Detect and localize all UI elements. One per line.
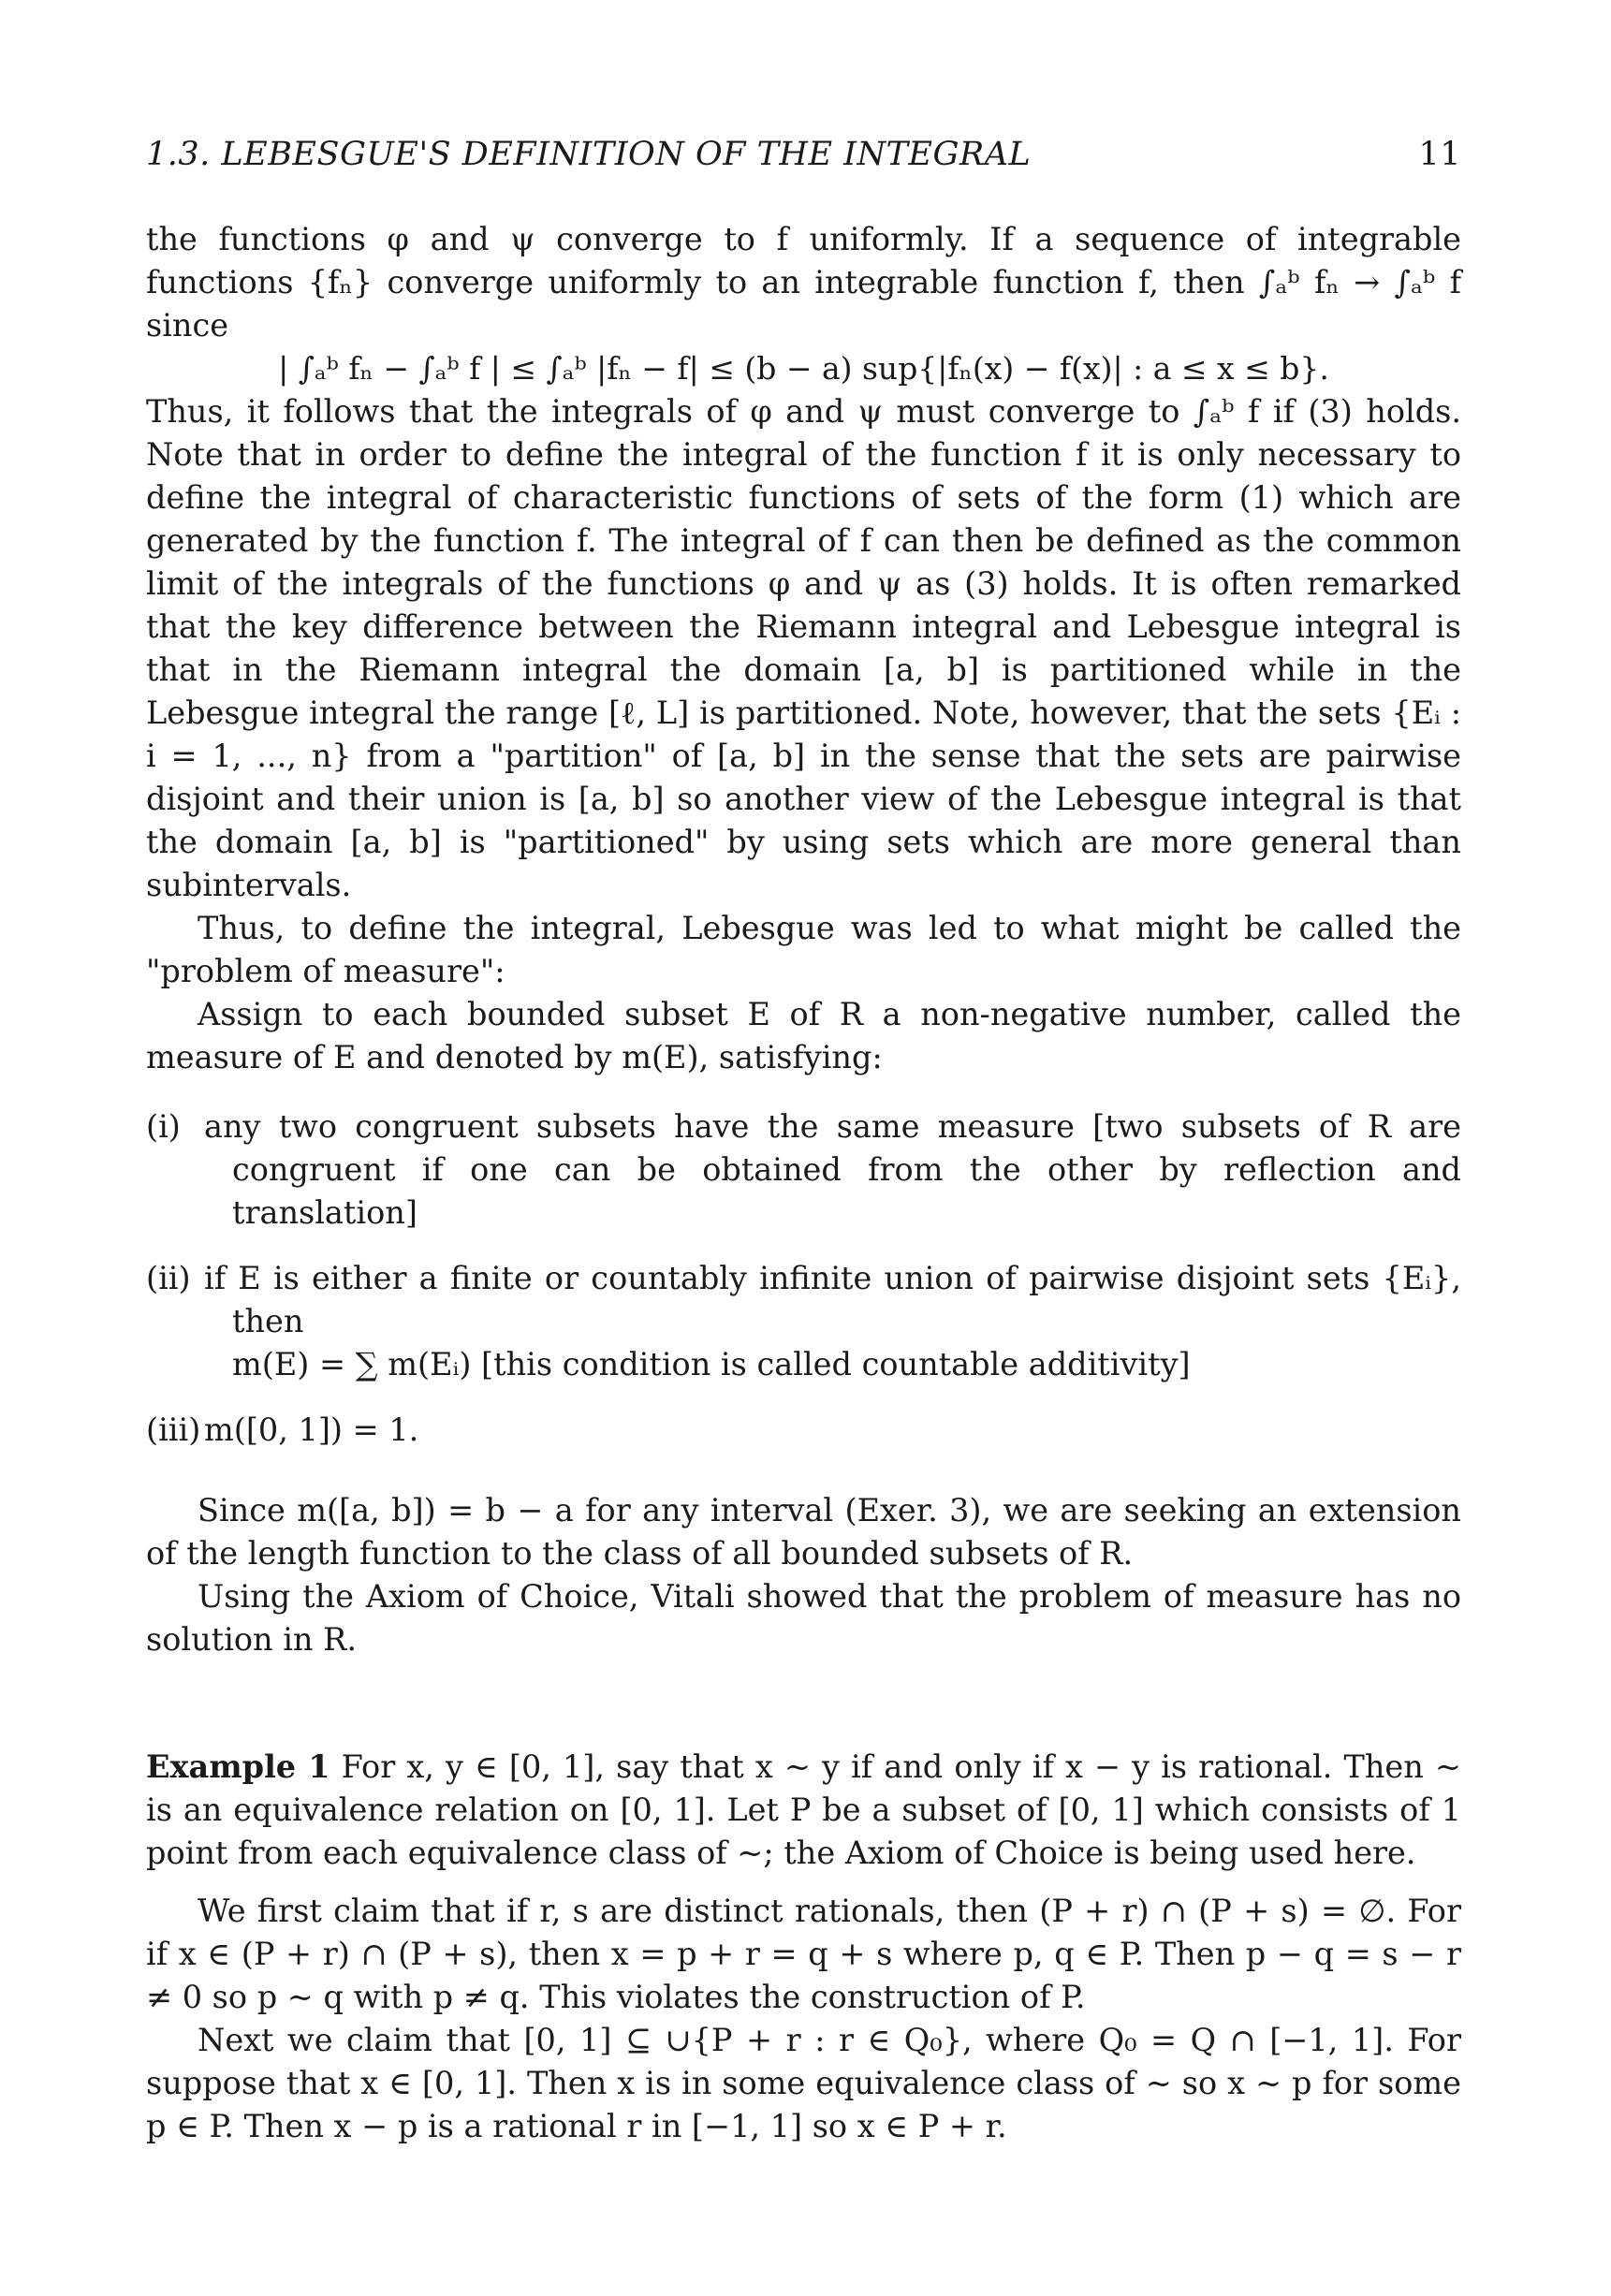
section-title: 1.3. LEBESGUE'S DEFINITION OF THE INTEGRAL bbox=[146, 136, 1032, 173]
page-number: 11 bbox=[1418, 136, 1461, 173]
example-label: Example 1 bbox=[146, 1748, 330, 1785]
list-item-label: (iii) bbox=[146, 1411, 201, 1448]
paragraph-length-extension: Since m([a, b]) = b − a for any interval (Exer. 3), we are seeking an extension of the length function to the class of all bounded subsets of R. bbox=[146, 1492, 1461, 1572]
list-item bbox=[146, 1257, 1461, 1386]
measure-conditions-list bbox=[146, 1105, 1461, 1452]
paragraph-problem-of-measure: Thus, to define the integral, Lebesgue was led to what might be called the "problem of measure": bbox=[146, 910, 1461, 989]
paragraph-uniform-convergence: the functions φ and ψ converge to f uniformly. If a sequence of integrable functions {fₙ} converge uniformly to an integrable function f, then ∫ₐᵇ fₙ → ∫ₐᵇ f since bbox=[146, 221, 1461, 344]
paragraph-second-claim: Next we claim that [0, 1] ⊆ ∪{P + r : r ∈ Q₀}, where Q₀ = Q ∩ [−1, 1]. For suppose that x ∈ [0, 1]. Then x is in some equivalence class of ∼ so x ∼ p for some p ∈ P. Then x − p is a rational r in [−1, 1] so x ∈ P + r. bbox=[146, 2022, 1461, 2144]
paragraph-vitali: Using the Axiom of Choice, Vitali showed that the problem of measure has no solution in R. bbox=[146, 1578, 1461, 1658]
countable-additivity-formula: m(E) = ∑ m(Eᵢ) [this condition is called countable additivity] bbox=[232, 1346, 1191, 1382]
running-header bbox=[146, 136, 1461, 173]
paragraph-first-claim: We first claim that if r, s are distinct rationals, then (P + r) ∩ (P + s) = ∅. For if x ∈ (P + r) ∩ (P + s), then x = p + r = q + s where p, q ∈ P. Then p − q = s − r ≠ 0 so p ∼ q with p ≠ q. This violates the construction of P. bbox=[146, 1893, 1461, 2015]
paragraph-assign-measure: Assign to each bounded subset E of R a non-negative number, called the measure of E and denoted by m(E), satisfying: bbox=[146, 996, 1461, 1075]
list-item-label: (ii) bbox=[146, 1260, 191, 1296]
list-item bbox=[146, 1105, 1461, 1235]
example-1 bbox=[146, 1746, 1461, 1875]
list-item-text: m([0, 1]) = 1. bbox=[204, 1411, 419, 1448]
page-body bbox=[146, 218, 1461, 2148]
paragraph-riemann-vs-lebesgue: Thus, it follows that the integrals of φ and ψ must converge to ∫ₐᵇ f if (3) holds. Note that in order to define the integral of the function f it is only necessary to define the integral of characteristic functions of sets of the form (1) which are generated by the function f. The integral of f can then be defined as the common limit of the integrals of the functions φ and ψ as (3) holds. It is often remarked that the key difference between the Riemann integral and Lebesgue integral is that in the Riemann integral the domain [a, b] is partitioned while in the Lebesgue integral the range [ℓ, L] is partitioned. Note, however, that the sets {Eᵢ : i = 1, ..., n} from a "partition" of [a, b] in the sense that the sets are pairwise disjoint and their union is [a, b] so another view of the Lebesgue integral is that the domain [a, b] is "partitioned" by using sets which are more general than subintervals. bbox=[146, 393, 1461, 903]
list-item-label: (i) bbox=[146, 1108, 181, 1145]
list-item bbox=[146, 1409, 1461, 1452]
list-item-text: if E is either a finite or countably infinite union of pairwise disjoint sets {Eᵢ}, then bbox=[204, 1260, 1461, 1339]
equation-integral-bound: | ∫ₐᵇ fₙ − ∫ₐᵇ f | ≤ ∫ₐᵇ |fₙ − f| ≤ (b − a) sup{|fₙ(x) − f(x)| : a ≤ x ≤ b}. bbox=[278, 350, 1329, 387]
list-item-text: any two congruent subsets have the same measure [two subsets of R are congruent if one can be obtained from the other by reflection and translation] bbox=[204, 1108, 1461, 1231]
example-text: For x, y ∈ [0, 1], say that x ∼ y if and only if x − y is rational. Then ∼ is an equivalence relation on [0, 1]. Let P be a subset of [0, 1] which consists of 1 point from each equivalence class of ∼; the Axiom of Choice is being used here. bbox=[146, 1748, 1461, 1871]
